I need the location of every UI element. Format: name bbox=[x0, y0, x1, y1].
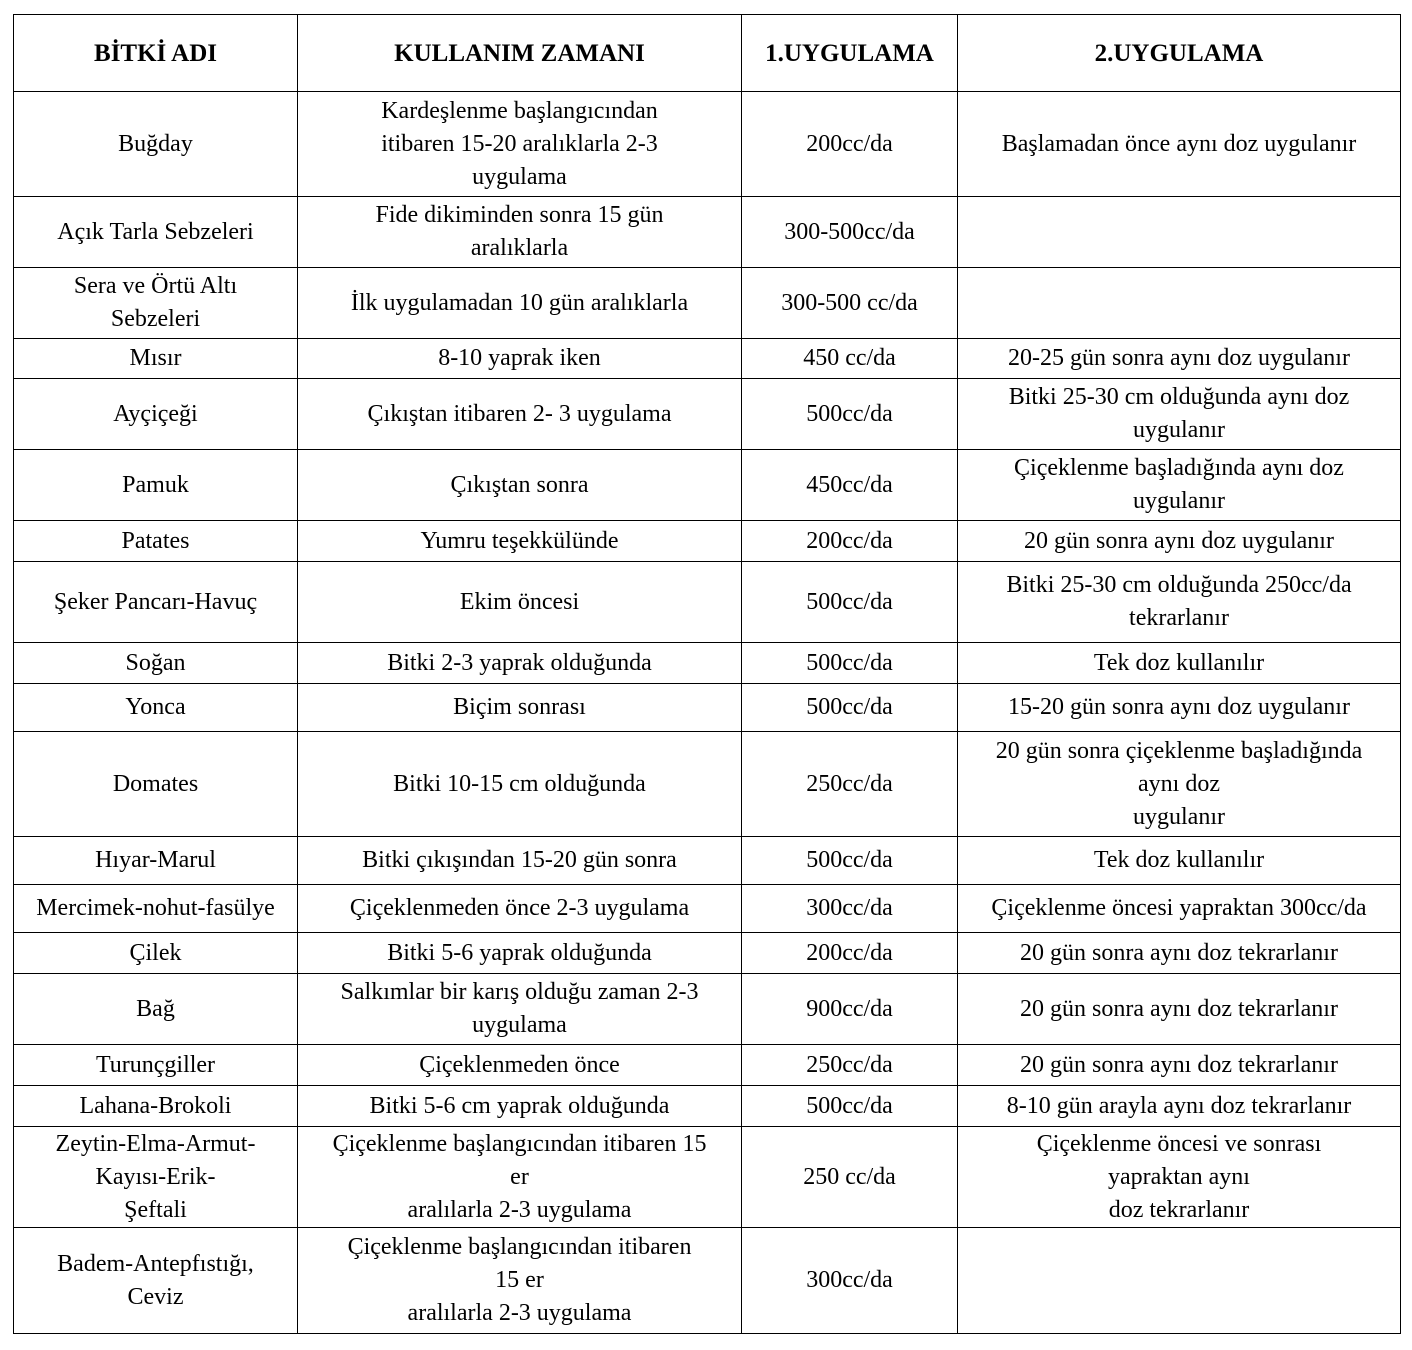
second-application-cell: Tek doz kullanılır bbox=[958, 837, 1401, 885]
first-application-cell: 200cc/da bbox=[742, 92, 958, 197]
second-application-cell bbox=[958, 197, 1401, 268]
plant-name-cell: Ayçiçeği bbox=[14, 379, 298, 450]
second-application-cell: 20-25 gün sonra aynı doz uygulanır bbox=[958, 339, 1401, 379]
table-row bbox=[14, 1127, 1401, 1228]
table-row bbox=[14, 379, 1401, 450]
first-application-cell: 300cc/da bbox=[742, 1228, 958, 1334]
plant-name-cell: Zeytin-Elma-Armut- Kayısı-Erik- Şeftali bbox=[14, 1127, 298, 1228]
usage-time-cell: Çıkıştan itibaren 2- 3 uygulama bbox=[298, 379, 742, 450]
usage-time-cell: 8-10 yaprak iken bbox=[298, 339, 742, 379]
plant-name-cell: Mısır bbox=[14, 339, 298, 379]
plant-name-cell: Hıyar-Marul bbox=[14, 837, 298, 885]
first-application-cell: 500cc/da bbox=[742, 643, 958, 684]
table-row bbox=[14, 521, 1401, 562]
first-application-cell: 250cc/da bbox=[742, 732, 958, 837]
first-application-cell: 200cc/da bbox=[742, 933, 958, 974]
table-row bbox=[14, 643, 1401, 684]
table-row bbox=[14, 933, 1401, 974]
usage-time-cell: Yumru teşekkülünde bbox=[298, 521, 742, 562]
header-plant-name: BİTKİ ADI bbox=[14, 15, 298, 92]
header-row bbox=[14, 15, 1401, 92]
second-application-cell: Bitki 25-30 cm olduğunda 250cc/da tekrarlanır bbox=[958, 562, 1401, 643]
table-row bbox=[14, 339, 1401, 379]
usage-time-cell: Çiçeklenmeden önce 2-3 uygulama bbox=[298, 885, 742, 933]
usage-time-cell: Kardeşlenme başlangıcından itibaren 15-20 aralıklarla 2-3 uygulama bbox=[298, 92, 742, 197]
usage-time-cell: Bitki çıkışından 15-20 gün sonra bbox=[298, 837, 742, 885]
plant-name-cell: Domates bbox=[14, 732, 298, 837]
usage-time-cell: Çıkıştan sonra bbox=[298, 450, 742, 521]
application-table bbox=[13, 14, 1401, 1334]
usage-time-cell: Fide dikiminden sonra 15 gün aralıklarla bbox=[298, 197, 742, 268]
plant-name-cell: Açık Tarla Sebzeleri bbox=[14, 197, 298, 268]
plant-name-cell: Patates bbox=[14, 521, 298, 562]
plant-name-cell: Sera ve Örtü Altı Sebzeleri bbox=[14, 268, 298, 339]
table-row bbox=[14, 450, 1401, 521]
usage-time-cell: Çiçeklenme başlangıcından itibaren 15 er aralılarla 2-3 uygulama bbox=[298, 1127, 742, 1228]
plant-name-cell: Buğday bbox=[14, 92, 298, 197]
first-application-cell: 450 cc/da bbox=[742, 339, 958, 379]
usage-time-cell: Ekim öncesi bbox=[298, 562, 742, 643]
second-application-cell bbox=[958, 268, 1401, 339]
plant-name-cell: Yonca bbox=[14, 684, 298, 732]
second-application-cell: Başlamadan önce aynı doz uygulanır bbox=[958, 92, 1401, 197]
first-application-cell: 900cc/da bbox=[742, 974, 958, 1045]
first-application-cell: 500cc/da bbox=[742, 1086, 958, 1127]
second-application-cell: Çiçeklenme öncesi ve sonrası yapraktan aynı doz tekrarlanır bbox=[958, 1127, 1401, 1228]
table-row bbox=[14, 1045, 1401, 1086]
second-application-cell: Çiçeklenme öncesi yapraktan 300cc/da bbox=[958, 885, 1401, 933]
table-row bbox=[14, 837, 1401, 885]
usage-time-cell: Çiçeklenme başlangıcından itibaren 15 er aralılarla 2-3 uygulama bbox=[298, 1228, 742, 1334]
second-application-cell: 20 gün sonra aynı doz tekrarlanır bbox=[958, 933, 1401, 974]
table-row bbox=[14, 1228, 1401, 1334]
first-application-cell: 200cc/da bbox=[742, 521, 958, 562]
plant-name-cell: Çilek bbox=[14, 933, 298, 974]
plant-name-cell: Turunçgiller bbox=[14, 1045, 298, 1086]
second-application-cell: Çiçeklenme başladığında aynı doz uygulanır bbox=[958, 450, 1401, 521]
first-application-cell: 300-500cc/da bbox=[742, 197, 958, 268]
second-application-cell: 20 gün sonra aynı doz tekrarlanır bbox=[958, 974, 1401, 1045]
plant-name-cell: Şeker Pancarı-Havuç bbox=[14, 562, 298, 643]
header-second-application: 2.UYGULAMA bbox=[958, 15, 1401, 92]
second-application-cell bbox=[958, 1228, 1401, 1334]
first-application-cell: 450cc/da bbox=[742, 450, 958, 521]
table-row bbox=[14, 562, 1401, 643]
table-body bbox=[14, 92, 1401, 1334]
table-row bbox=[14, 684, 1401, 732]
second-application-cell: Bitki 25-30 cm olduğunda aynı doz uygulanır bbox=[958, 379, 1401, 450]
first-application-cell: 250 cc/da bbox=[742, 1127, 958, 1228]
second-application-cell: 20 gün sonra aynı doz tekrarlanır bbox=[958, 1045, 1401, 1086]
plant-name-cell: Mercimek-nohut-fasülye bbox=[14, 885, 298, 933]
usage-time-cell: Bitki 10-15 cm olduğunda bbox=[298, 732, 742, 837]
plant-name-cell: Lahana-Brokoli bbox=[14, 1086, 298, 1127]
second-application-cell: Tek doz kullanılır bbox=[958, 643, 1401, 684]
table-row bbox=[14, 197, 1401, 268]
usage-time-cell: Çiçeklenmeden önce bbox=[298, 1045, 742, 1086]
first-application-cell: 300cc/da bbox=[742, 885, 958, 933]
second-application-cell: 8-10 gün arayla aynı doz tekrarlanır bbox=[958, 1086, 1401, 1127]
plant-name-cell: Soğan bbox=[14, 643, 298, 684]
first-application-cell: 500cc/da bbox=[742, 684, 958, 732]
table-row bbox=[14, 974, 1401, 1045]
usage-time-cell: Bitki 5-6 yaprak olduğunda bbox=[298, 933, 742, 974]
second-application-cell: 20 gün sonra aynı doz uygulanır bbox=[958, 521, 1401, 562]
first-application-cell: 500cc/da bbox=[742, 379, 958, 450]
first-application-cell: 250cc/da bbox=[742, 1045, 958, 1086]
usage-time-cell: Biçim sonrası bbox=[298, 684, 742, 732]
header-first-application: 1.UYGULAMA bbox=[742, 15, 958, 92]
table-row bbox=[14, 268, 1401, 339]
usage-time-cell: Bitki 5-6 cm yaprak olduğunda bbox=[298, 1086, 742, 1127]
plant-name-cell: Badem-Antepfıstığı, Ceviz bbox=[14, 1228, 298, 1334]
first-application-cell: 500cc/da bbox=[742, 562, 958, 643]
table-row bbox=[14, 885, 1401, 933]
usage-time-cell: Salkımlar bir karış olduğu zaman 2-3 uygulama bbox=[298, 974, 742, 1045]
table-row bbox=[14, 1086, 1401, 1127]
first-application-cell: 300-500 cc/da bbox=[742, 268, 958, 339]
usage-time-cell: Bitki 2-3 yaprak olduğunda bbox=[298, 643, 742, 684]
table-row bbox=[14, 732, 1401, 837]
header-usage-time: KULLANIM ZAMANI bbox=[298, 15, 742, 92]
first-application-cell: 500cc/da bbox=[742, 837, 958, 885]
plant-name-cell: Bağ bbox=[14, 974, 298, 1045]
plant-name-cell: Pamuk bbox=[14, 450, 298, 521]
usage-time-cell: İlk uygulamadan 10 gün aralıklarla bbox=[298, 268, 742, 339]
table-row bbox=[14, 92, 1401, 197]
second-application-cell: 15-20 gün sonra aynı doz uygulanır bbox=[958, 684, 1401, 732]
second-application-cell: 20 gün sonra çiçeklenme başladığında aynı doz uygulanır bbox=[958, 732, 1401, 837]
